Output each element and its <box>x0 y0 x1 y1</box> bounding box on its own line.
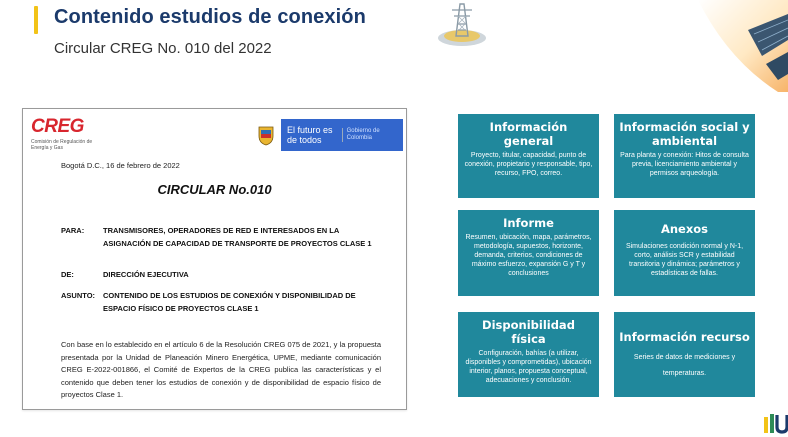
para-value: TRANSMISORES, OPERADORES DE RED E INTERESADOS EN LA ASIGNACIÓN DE CAPACIDAD DE TRANSPORTE DE PROYECTOS CLASE 1 <box>103 226 372 248</box>
solar-panels-image <box>678 0 788 92</box>
de-value: DIRECCIÓN EJECUTIVA <box>103 270 189 279</box>
card-title: Información general <box>489 120 568 148</box>
de-label: DE: <box>61 270 74 279</box>
gov-banner-box <box>281 119 403 151</box>
para-label: PARA: <box>61 226 85 235</box>
card-text: Series de datos de mediciones y temperaturas. <box>633 354 736 377</box>
document-para-row <box>61 225 383 250</box>
circular-document-image <box>22 108 407 410</box>
card-informacion-recurso <box>614 312 755 397</box>
government-banner <box>257 119 403 151</box>
page-title: Contenido estudios de conexión <box>54 6 366 28</box>
colombia-shield-icon <box>257 124 275 146</box>
card-title: Anexos <box>660 222 709 236</box>
card-text: Proyecto, titular, capacidad, punto de conexión, propietario y responsable, tipo, recurso, FPO, correo. <box>464 152 593 177</box>
card-text: Configuración, bahías (a utilizar, disponibles y comprometidas), ubicación interior, planos, propuesta conceptual, adecuaciones y conclusión. <box>465 350 592 384</box>
document-heading: CIRCULAR No.010 <box>157 182 272 197</box>
transmission-tower-icon <box>434 0 490 48</box>
creg-logo-subtitle: Comisión de Regulación de Energía y Gas <box>31 139 93 151</box>
card-text: Resumen, ubicación, mapa, parámetros, metodología, supuestos, horizonte, demanda, criterios, condiciones de máximo esfuerzo, expansión G y T y conclusiones <box>465 234 592 277</box>
document-body-text: Con base en lo establecido en el artículo 6 de la Resolución CREG 075 de 2021, y la propuesta presentada por la Unidad de Planeación Minero Energética, UPME, mediante comunicación CREG E-2022-001866, el Comité de Expertos de la CREG publica las características y el contenido que deben tener los estudios de conexión y de disponibilidad de espacio físico de proyectos Clase 1. <box>61 340 381 399</box>
card-informacion-social-ambiental <box>614 114 755 198</box>
card-anexos <box>614 210 755 296</box>
card-informe <box>458 210 599 296</box>
creg-logo <box>31 117 101 151</box>
card-informacion-general <box>458 114 599 198</box>
card-title: Disponibilidad física <box>482 318 575 346</box>
document-de-row <box>61 269 383 282</box>
document-date: Bogotá D.C., 16 de febrero de 2022 <box>61 161 180 170</box>
gov-name: Gobierno de Colombia <box>342 128 397 142</box>
card-text: Simulaciones condición normal y N-1, corto, análisis SCR y estabilidad transitoria y dinámica; parámetros y estadísticas de fallas. <box>625 243 744 277</box>
card-disponibilidad-fisica <box>458 312 599 397</box>
title-accent-bar <box>34 6 38 34</box>
card-text: Para planta y conexión: Hitos de consulta previa, licenciamiento ambiental y permisos arqueología. <box>620 152 749 177</box>
upme-logo-icon <box>758 411 788 437</box>
gov-slogan: El futuro es de todos <box>287 125 333 145</box>
page-subtitle: Circular CREG No. 010 del 2022 <box>54 40 272 57</box>
card-title: Informe <box>503 216 554 230</box>
card-title: Información social y ambiental <box>619 120 750 148</box>
document-asunto-row <box>61 290 383 315</box>
card-title: Información recurso <box>619 330 750 344</box>
asunto-label: ASUNTO: <box>61 291 96 300</box>
creg-logo-mark: CREG <box>31 116 84 137</box>
asunto-value: CONTENIDO DE LOS ESTUDIOS DE CONEXIÓN Y DISPONIBILIDAD DE ESPACIO FÍSICO DE PROYECTOS CLASE 1 <box>103 291 356 313</box>
